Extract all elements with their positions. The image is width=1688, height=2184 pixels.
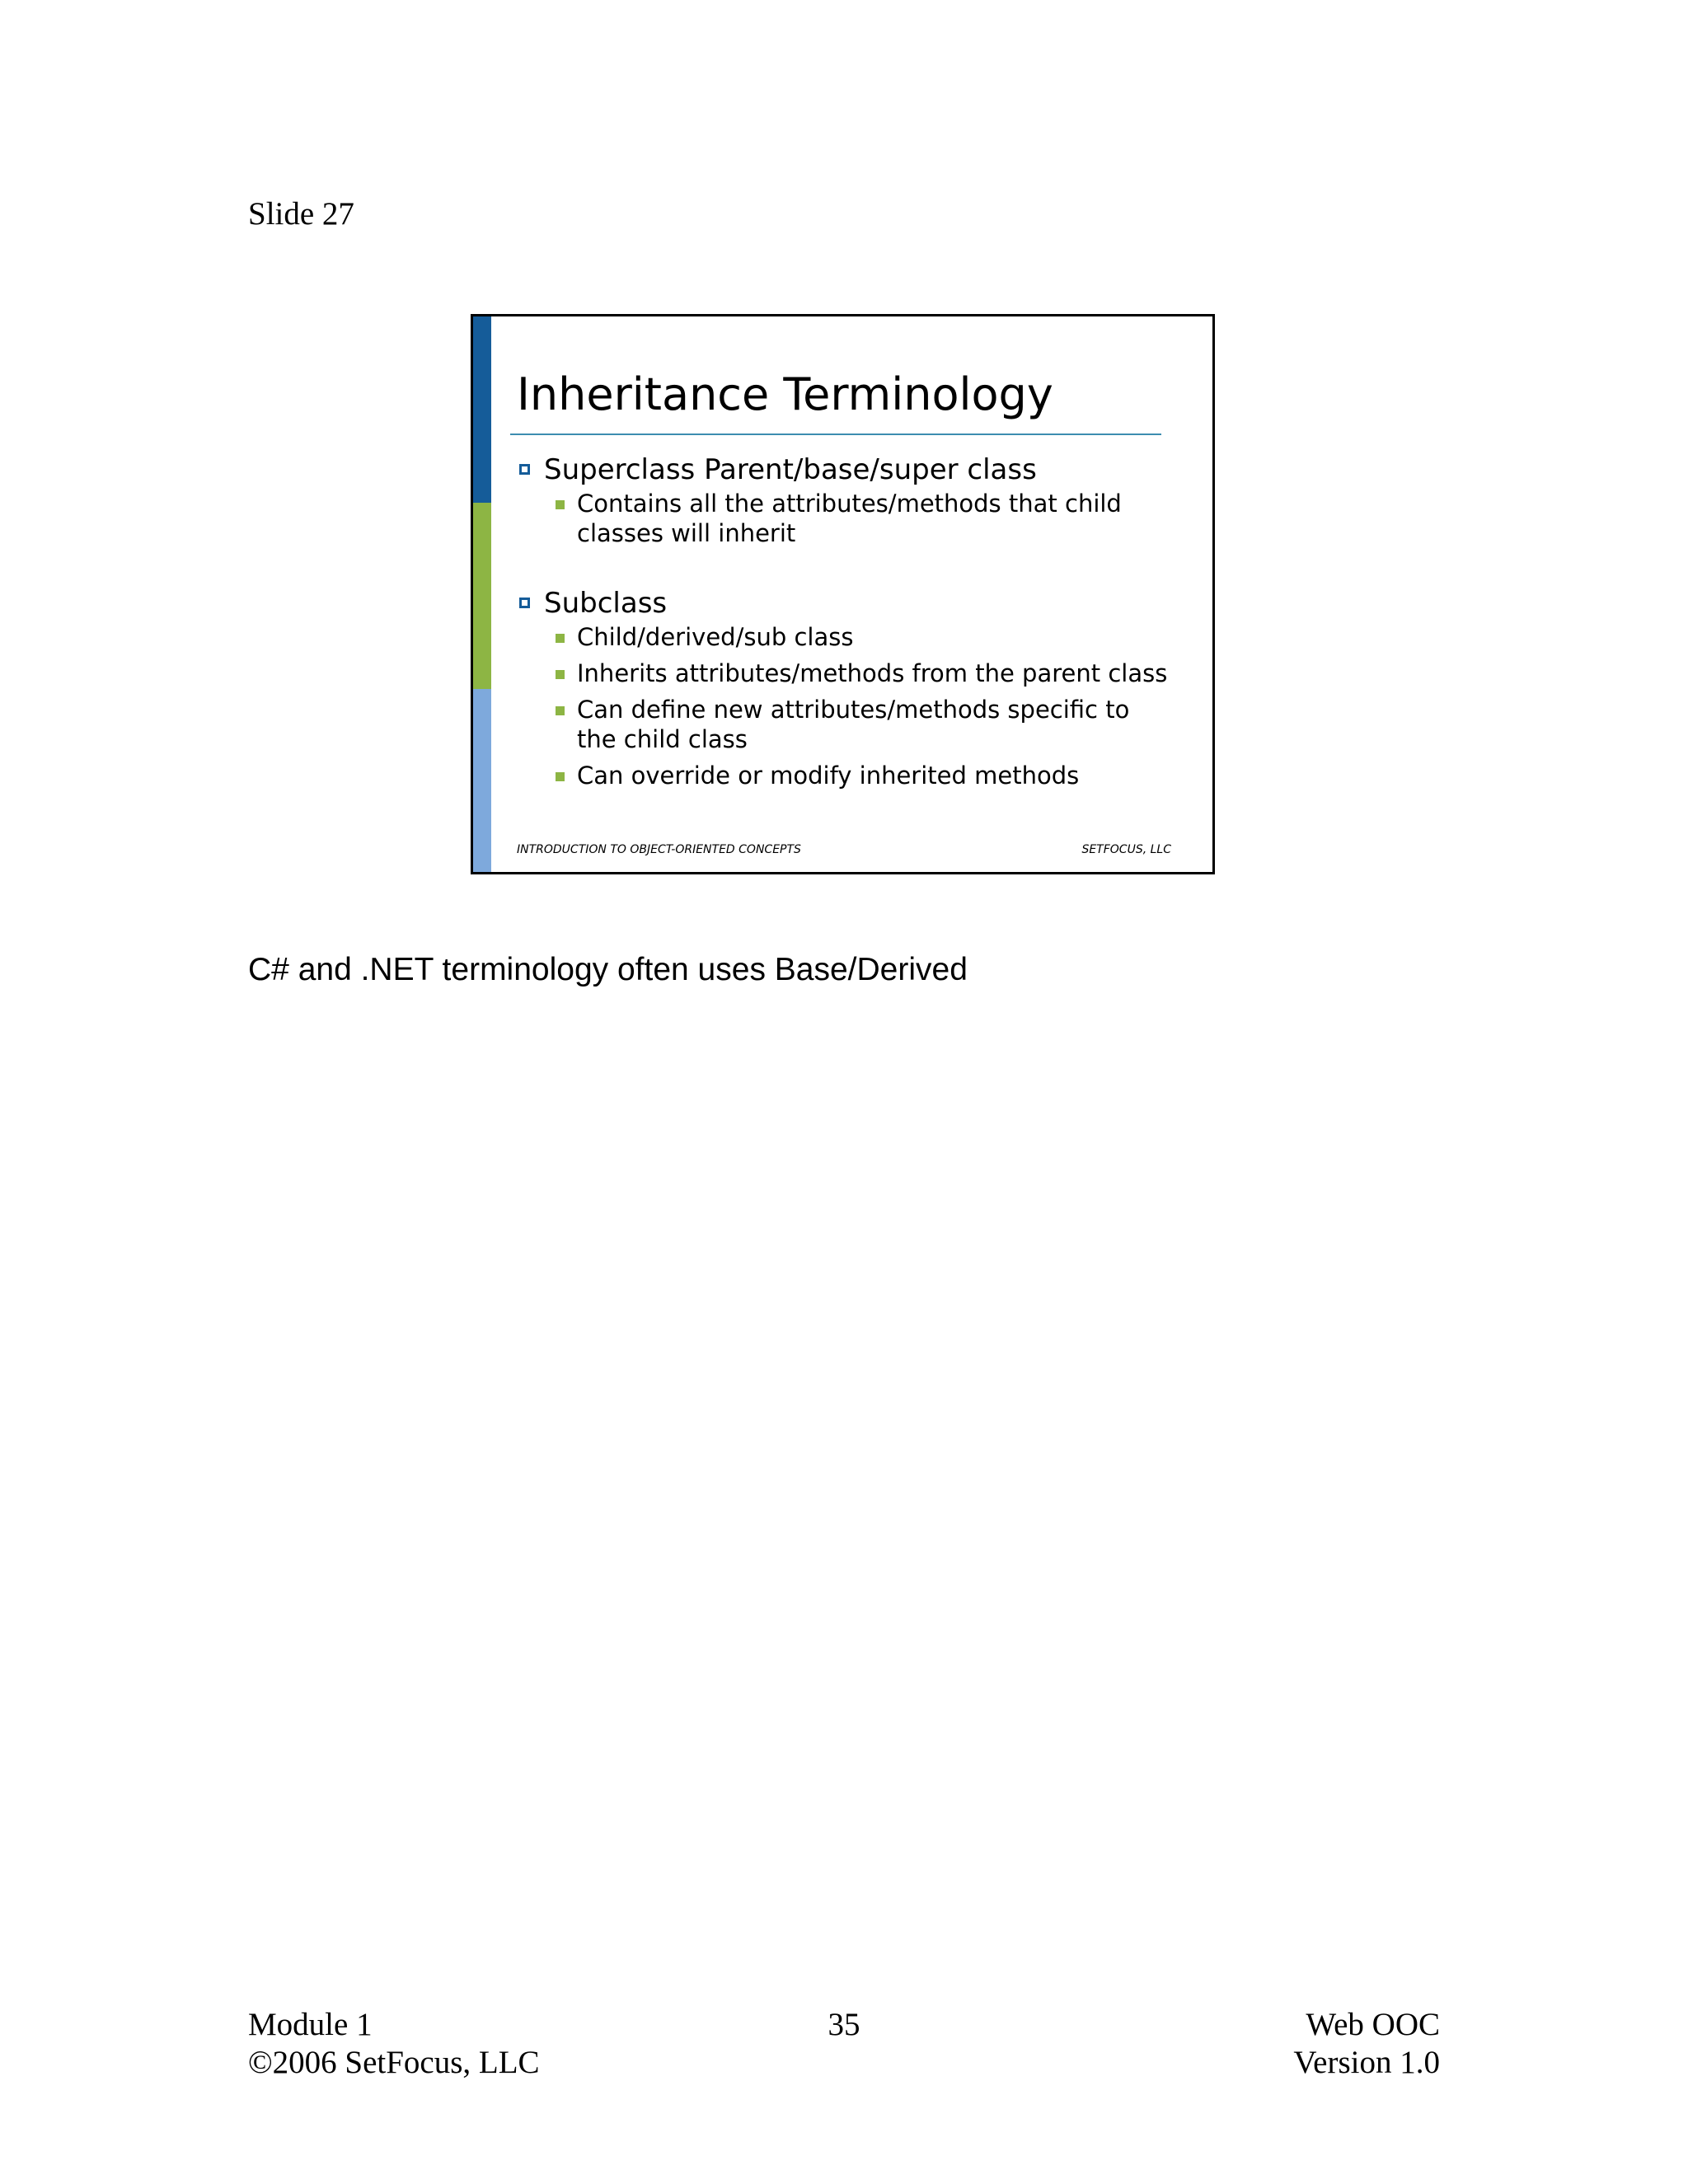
bullet-text: Subclass <box>544 587 668 620</box>
footer-page-number: 35 <box>828 2007 860 2042</box>
sub-bullet-list <box>517 489 1176 548</box>
sub-bullet-text: Child/derived/sub class <box>577 623 854 651</box>
title-underline <box>510 434 1161 435</box>
slide-color-stripe <box>473 316 491 872</box>
stripe-segment-top <box>473 316 491 503</box>
footer-right <box>1293 2006 1440 2082</box>
stripe-segment-middle <box>473 503 491 689</box>
slide-thumbnail <box>471 314 1215 874</box>
slide-footer-company: SETFOCUS, LLC <box>1081 843 1171 856</box>
bullet-text: Superclass Parent/base/super class <box>544 453 1037 486</box>
speaker-note: C# and .NET terminology often uses Base/Derived <box>248 952 968 987</box>
hollow-square-bullet-icon <box>519 464 530 475</box>
stripe-segment-bottom <box>473 689 491 874</box>
sub-bullet-text: Inherits attributes/methods from the parent class <box>577 659 1168 687</box>
sub-bullet <box>517 761 1176 790</box>
filled-square-bullet-icon <box>556 772 565 781</box>
filled-square-bullet-icon <box>556 670 565 679</box>
sub-bullet-list <box>517 622 1176 790</box>
sub-bullet <box>517 489 1176 548</box>
slide-bullet-list <box>517 452 1176 797</box>
sub-bullet-text: Can override or modify inherited methods <box>577 762 1080 790</box>
bullet-superclass <box>517 452 1176 487</box>
sub-bullet <box>517 658 1176 688</box>
slide-number-label: Slide 27 <box>248 196 354 232</box>
slide-footer-course-title: INTRODUCTION TO OBJECT-ORIENTED CONCEPTS <box>517 843 801 856</box>
filled-square-bullet-icon <box>556 634 565 643</box>
footer-version: Version 1.0 <box>1293 2045 1440 2080</box>
sub-bullet-text: Contains all the attributes/methods that child classes will inherit <box>577 490 1122 547</box>
sub-bullet-text: Can define new attributes/methods specific to the child class <box>577 696 1130 753</box>
footer-course: Web OOC <box>1306 2007 1440 2042</box>
slide-title: Inheritance Terminology <box>517 368 1053 420</box>
footer-module: Module 1 <box>248 2007 373 2042</box>
sub-bullet <box>517 622 1176 652</box>
bullet-subclass <box>517 586 1176 621</box>
footer-copyright: ©2006 SetFocus, LLC <box>248 2045 540 2080</box>
hollow-square-bullet-icon <box>519 598 530 608</box>
filled-square-bullet-icon <box>556 706 565 715</box>
sub-bullet <box>517 695 1176 754</box>
filled-square-bullet-icon <box>556 500 565 509</box>
